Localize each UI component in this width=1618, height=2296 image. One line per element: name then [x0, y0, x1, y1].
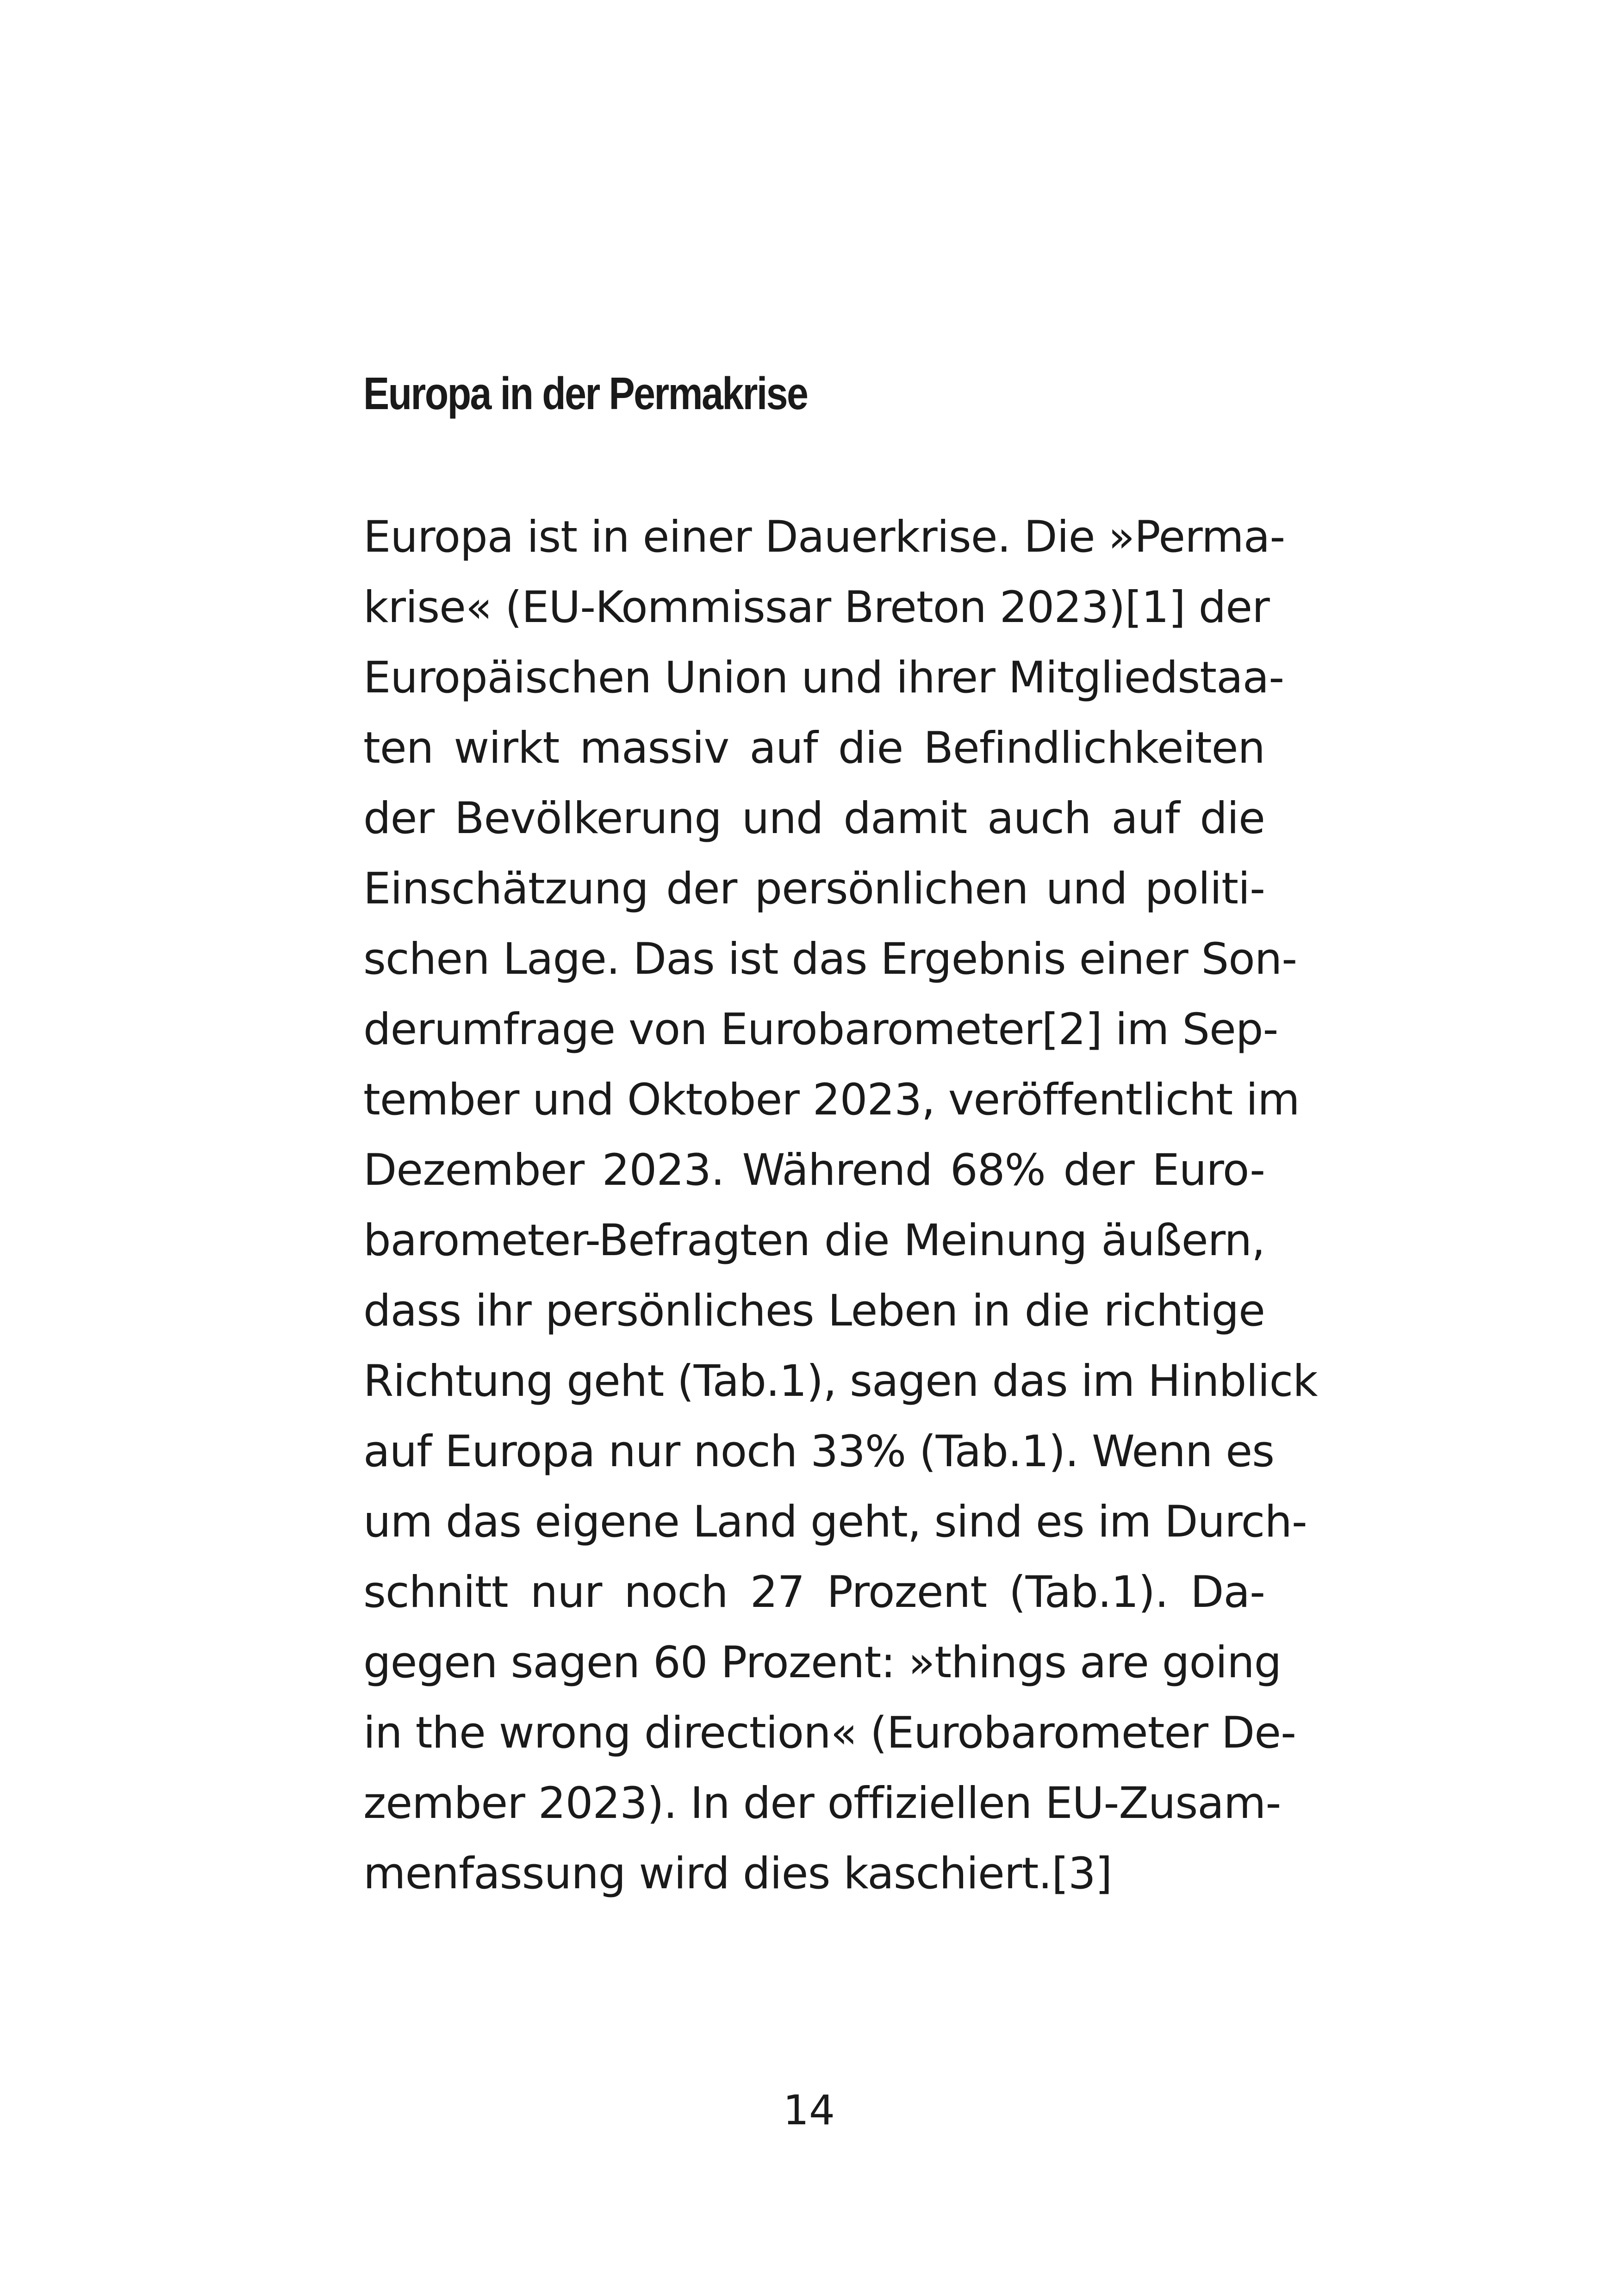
paragraph-line: zember 2023). In der offiziellen EU-Zusam- [363, 1778, 1281, 1829]
paragraph-line: schen Lage. Das ist das Ergebnis einer Son- [363, 934, 1297, 984]
paragraph-line: auf Europa nur noch 33% (Tab.1). Wenn es [363, 1426, 1275, 1477]
paragraph-line: derumfrage von Eurobarometer[2] im Sep- [363, 1004, 1278, 1055]
paragraph-line: in the wrong direction« (Eurobarometer De- [363, 1708, 1296, 1758]
paragraph-line: Richtung geht (Tab.1), sagen das im Hinblick [363, 1356, 1318, 1406]
page-number: 14 [783, 2086, 835, 2134]
paragraph-line: menfassung wird dies kaschiert.[3] [363, 1848, 1112, 1899]
paragraph-line: schnitt nur noch 27 Prozent (Tab.1). Da- [363, 1567, 1265, 1618]
paragraph-line: barometer-Befragten die Meinung äußern, [363, 1215, 1265, 1266]
paragraph-line: tember und Oktober 2023, veröffentlicht im [363, 1075, 1300, 1125]
paragraph-line: um das eigene Land geht, sind es im Durch- [363, 1497, 1307, 1547]
paragraph-line: gegen sagen 60 Prozent: »things are going [363, 1637, 1282, 1688]
paragraph-line: der Bevölkerung und damit auch auf die [363, 793, 1265, 844]
paragraph-line: Europa ist in einer Dauerkrise. Die »Perma- [363, 512, 1285, 562]
paragraph-line: ten wirkt massiv auf die Befindlichkeiten [363, 723, 1265, 773]
body-paragraph [363, 502, 1318, 1909]
paragraph-line: dass ihr persönliches Leben in die richtige [363, 1286, 1265, 1336]
paragraph-line: Europäischen Union und ihrer Mitgliedstaa- [363, 653, 1284, 703]
section-heading: Europa in der Permakrise [363, 368, 808, 419]
paragraph-line: Dezember 2023. Während 68% der Euro- [363, 1145, 1265, 1195]
paragraph-line: Einschätzung der persönlichen und politi- [363, 864, 1265, 914]
paragraph-line: krise« (EU-Kommissar Breton 2023)[1] der [363, 582, 1270, 633]
